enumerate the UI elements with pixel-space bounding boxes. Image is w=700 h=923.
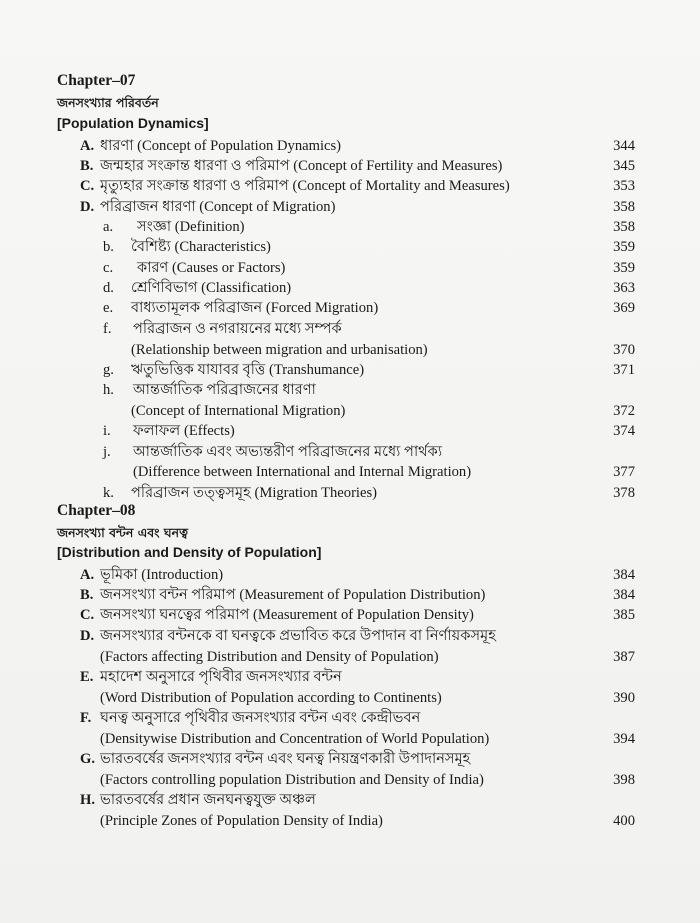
entry-text: (Factors affecting Distribution and Density of Population) xyxy=(100,649,439,665)
entry-label: b. xyxy=(103,239,114,255)
entry-label: i. xyxy=(103,423,111,439)
entry-text: বাধ্যতামূলক পরিব্রাজন (Forced Migration) xyxy=(131,300,379,316)
entry-label: D. xyxy=(80,199,95,215)
entry-text: ফলাফল (Effects) xyxy=(133,423,235,439)
toc-entry xyxy=(0,156,700,176)
entry-text: (Concept of International Migration) xyxy=(131,403,346,419)
page-number: 387 xyxy=(613,649,635,665)
toc-entry xyxy=(0,667,700,687)
toc-entry xyxy=(0,749,700,769)
entry-label: F. xyxy=(80,710,92,726)
page-number: 377 xyxy=(613,464,635,480)
entry-label: c. xyxy=(103,260,114,276)
entry-text: জনসংখ্যা ঘনত্বের পরিমাপ (Measurement of Population Density) xyxy=(100,607,474,623)
entry-text: ঘনত্ব অনুসারে পৃথিবীর জনসংখ্যার বন্টন এবং কেন্দ্রীভবন xyxy=(100,710,421,726)
entry-text: (Difference between International and Internal Migration) xyxy=(133,464,472,480)
entry-text: কারণ (Causes or Factors) xyxy=(137,260,286,276)
toc-entry xyxy=(0,462,700,482)
page-number: 390 xyxy=(613,690,635,706)
entry-text: মৃত্যুহার সংক্রান্ত ধারণা ও পরিমাপ (Concept of Mortality and Measures) xyxy=(100,178,510,194)
entry-label: f. xyxy=(103,321,112,337)
page-number: 378 xyxy=(613,485,635,501)
toc-entry xyxy=(0,647,700,667)
page-number: 359 xyxy=(613,239,635,255)
entry-label: a. xyxy=(103,219,114,235)
entry-text: জনসংখ্যা বন্টন পরিমাপ (Measurement of Population Distribution) xyxy=(100,587,486,603)
entry-text: ভূমিকা (Introduction) xyxy=(100,567,224,583)
entry-label: B. xyxy=(80,587,94,603)
entry-text: ভারতবর্ষের জনসংখ্যার বন্টন এবং ঘনত্ব নিয়ন্ত্রণকারী উপাদানসমূহ xyxy=(100,751,471,767)
page-number: 372 xyxy=(613,403,635,419)
toc-entry xyxy=(0,340,700,360)
page-number: 344 xyxy=(613,138,635,154)
entry-text: পরিব্রাজন ও নগরায়নের মধ্যে সম্পর্ক xyxy=(133,321,342,337)
entry-text: জন্মহার সংক্রান্ত ধারণা ও পরিমাপ (Concept of Fertility and Measures) xyxy=(100,158,503,174)
entry-label: d. xyxy=(103,280,114,296)
chapter-heading: Chapter–07 xyxy=(57,72,136,89)
toc-entry xyxy=(0,298,700,318)
toc-entry xyxy=(0,688,700,708)
entry-text: আন্তর্জাতিক পরিব্রাজনের ধারণা xyxy=(133,382,316,398)
page-number: 370 xyxy=(613,342,635,358)
entry-label: e. xyxy=(103,300,114,316)
toc-entry xyxy=(0,278,700,298)
page-number: 358 xyxy=(613,219,635,235)
toc-entry xyxy=(0,176,700,196)
toc-entry xyxy=(0,565,700,585)
entry-text: ঋতুভিত্তিক যাযাবর বৃত্তি (Transhumance) xyxy=(131,362,365,378)
entry-text: (Factors controlling population Distribution and Density of India) xyxy=(100,772,484,788)
page-number: 398 xyxy=(613,772,635,788)
page-number: 400 xyxy=(613,813,635,829)
chapter-title-bengali: জনসংখ্যা বন্টন এবং ঘনত্ব xyxy=(57,525,188,540)
entry-text: ভারতবর্ষের প্রধান জনঘনত্বযুক্ত অঞ্চল xyxy=(100,792,316,808)
entry-label: G. xyxy=(80,751,95,767)
entry-text: (Densitywise Distribution and Concentration of World Population) xyxy=(100,731,490,747)
chapter-title-english: [Distribution and Density of Population] xyxy=(57,544,322,560)
entry-label: D. xyxy=(80,628,95,644)
page-number: 384 xyxy=(613,587,635,603)
toc-entry xyxy=(0,585,700,605)
entry-label: j. xyxy=(103,444,111,460)
page-number: 358 xyxy=(613,199,635,215)
toc-entry xyxy=(0,483,700,503)
chapter-title-english: [Population Dynamics] xyxy=(57,115,209,131)
toc-entry xyxy=(0,258,700,278)
entry-text: পরিব্রাজন তত্ত্বসমূহ (Migration Theories) xyxy=(131,485,378,501)
toc-entry xyxy=(0,136,700,156)
page-number: 394 xyxy=(613,731,635,747)
toc-entry xyxy=(0,442,700,462)
page-number: 363 xyxy=(613,280,635,296)
entry-text: জনসংখ্যার বন্টনকে বা ঘনত্বকে প্রভাবিত করে উপাদান বা নির্ণায়কসমূহ xyxy=(100,628,496,644)
entry-text: সংজ্ঞা (Definition) xyxy=(137,219,245,235)
toc-entry xyxy=(0,729,700,749)
toc-entry xyxy=(0,770,700,790)
entry-label: k. xyxy=(103,485,114,501)
entry-text: বৈশিষ্ট্য (Characteristics) xyxy=(131,239,271,255)
entry-label: H. xyxy=(80,792,95,808)
entry-text: পরিব্রাজন ধারণা (Concept of Migration) xyxy=(100,199,336,215)
chapter-title-bengali: জনসংখ্যার পরিবর্তন xyxy=(57,95,159,110)
toc-entry xyxy=(0,217,700,237)
entry-label: h. xyxy=(103,382,114,398)
toc-entry xyxy=(0,380,700,400)
entry-text: মহাদেশ অনুসারে পৃথিবীর জনসংখ্যার বন্টন xyxy=(100,669,342,685)
page-number: 359 xyxy=(613,260,635,276)
entry-text: (Word Distribution of Population according to Continents) xyxy=(100,690,442,706)
entry-text: (Relationship between migration and urbanisation) xyxy=(131,342,428,358)
entry-text: শ্রেণিবিভাগ (Classification) xyxy=(131,280,292,296)
toc-entry xyxy=(0,197,700,217)
page-number: 384 xyxy=(613,567,635,583)
entry-label: g. xyxy=(103,362,114,378)
page-number: 385 xyxy=(613,607,635,623)
page-number: 353 xyxy=(613,178,635,194)
toc-entry xyxy=(0,605,700,625)
toc-entry xyxy=(0,708,700,728)
entry-label: B. xyxy=(80,158,94,174)
toc-entry xyxy=(0,421,700,441)
entry-text: (Principle Zones of Population Density of India) xyxy=(100,813,383,829)
entry-label: C. xyxy=(80,607,95,623)
toc-entry xyxy=(0,360,700,380)
entry-label: C. xyxy=(80,178,95,194)
page-number: 369 xyxy=(613,300,635,316)
toc-entry xyxy=(0,626,700,646)
entry-label: E. xyxy=(80,669,94,685)
chapter-heading: Chapter–08 xyxy=(57,502,136,519)
toc-entry xyxy=(0,811,700,831)
toc-entry xyxy=(0,237,700,257)
page-number: 345 xyxy=(613,158,635,174)
page-number: 374 xyxy=(613,423,635,439)
toc-entry xyxy=(0,790,700,810)
entry-text: আন্তর্জাতিক এবং অভ্যন্তরীণ পরিব্রাজনের মধ্যে পার্থক্য xyxy=(133,444,443,460)
entry-label: A. xyxy=(80,138,95,154)
page-number: 371 xyxy=(613,362,635,378)
toc-entry xyxy=(0,401,700,421)
toc-entry xyxy=(0,319,700,339)
entry-text: ধারণা (Concept of Population Dynamics) xyxy=(100,138,342,154)
entry-label: A. xyxy=(80,567,95,583)
